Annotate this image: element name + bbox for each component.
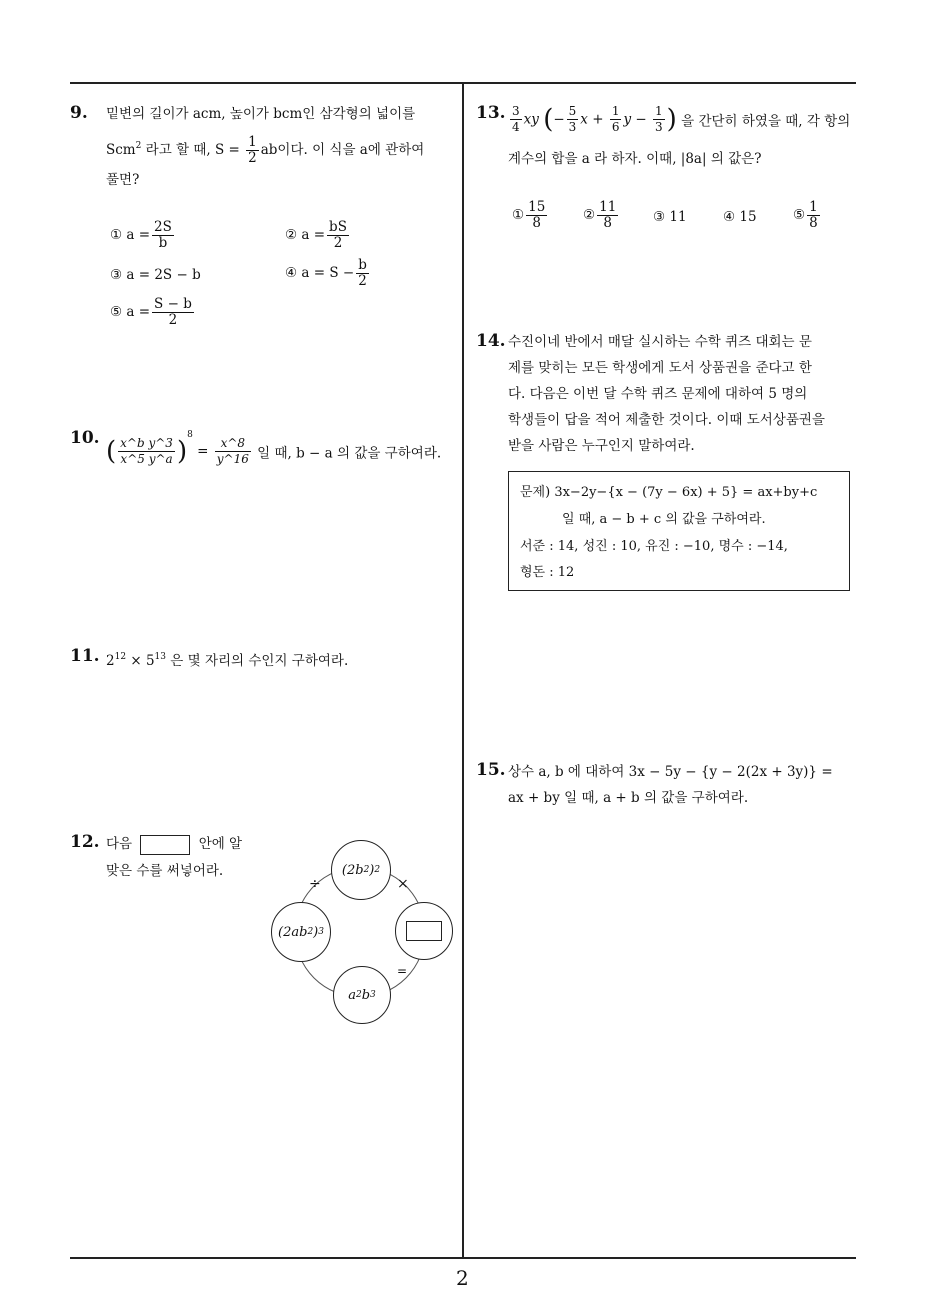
q14-line1: 수진이네 반에서 매달 실시하는 수학 퀴즈 대회는 문 xyxy=(508,334,812,350)
q11-number: 11. xyxy=(70,646,100,666)
q11-text: $2^{12} \times 5^{13}$ 은 몇 자리의 수인지 구하여라. xyxy=(106,652,349,669)
bottom-rule xyxy=(70,1257,856,1259)
op-multiply: × xyxy=(397,876,409,892)
q9-squared: 2 xyxy=(135,141,142,151)
q9-half: $\frac{1}{2}$ xyxy=(248,134,257,166)
q14-number: 14. xyxy=(476,331,506,351)
q10-rhs-den: y^16 xyxy=(216,452,249,466)
q14-line3: 다. 다음은 이번 달 수학 퀴즈 문제에 대하여 5 명의 xyxy=(508,386,808,402)
answer-blank[interactable] xyxy=(140,835,190,855)
q9-line2-b: 라고 할 때, S = xyxy=(141,142,245,158)
q14-line5: 받을 사람은 누구인지 말하여라. xyxy=(508,438,695,454)
q12-number: 12. xyxy=(70,832,100,852)
q13-choice-5[interactable]: ⑤ $\frac{1}{8}$ xyxy=(793,199,818,231)
circle-top: (2b 2 ) 2 xyxy=(331,840,391,900)
circle-left: (2ab 2 ) 3 xyxy=(271,902,331,962)
circle-right xyxy=(395,902,453,960)
q13-number: 13. xyxy=(476,103,506,123)
circle-bottom: a 2 b 3 xyxy=(333,966,391,1024)
q13-choice-4[interactable]: ④ 15 xyxy=(723,209,757,225)
q13-expression: $\frac{3}{4}$ xy (− $\frac{5}{3}$ x + $\frac{1}{6}$ y − $\frac{1}{3}$ ) 을 간단히 하였을 때, 각 항의 xyxy=(512,104,851,135)
q10-number: 10. xyxy=(70,428,100,448)
q9-choice-3[interactable]: ③ a = 2S − b xyxy=(110,267,201,283)
q13-choice-1[interactable]: ① $\frac{15}{8}$ xyxy=(512,199,546,231)
q14-box-line2: 일 때, a − b + c 의 값을 구하여라. xyxy=(562,512,766,527)
q9-line2-a: Scm xyxy=(106,142,136,158)
q13-line2: 계수의 합을 a 라 하자. 이때, |8a| 의 값은? xyxy=(508,151,762,167)
q9-line2 xyxy=(106,133,424,166)
q13-choice-2[interactable]: ② $\frac{11}{8}$ xyxy=(583,199,617,231)
q9-number: 9. xyxy=(70,103,88,123)
q10-rhs-num: x^8 xyxy=(215,436,251,452)
q14-line4: 학생들이 답을 적어 제출한 것이다. 이때 도서상품권을 xyxy=(508,412,825,428)
q14-box-line1: 문제) 3x−2y−{x − (7y − 6x) + 5} = ax+by+c xyxy=(520,485,818,500)
op-divide: ÷ xyxy=(309,876,321,892)
page-number: 2 xyxy=(456,1266,469,1290)
q12-line2: 맞은 수를 써넣어라. xyxy=(106,863,224,879)
q10-tail: 일 때, b − a 의 값을 구하여라. xyxy=(257,445,442,462)
q9-choice-4[interactable]: ④ a = S − $\frac{b}{2}$ xyxy=(285,257,367,289)
q9-line3: 풀면? xyxy=(106,172,140,188)
q9-choice-2[interactable]: ② a = $\frac{bS}{2}$ xyxy=(285,219,347,251)
op-equals: = xyxy=(397,964,408,978)
q12-line1: 다음 안에 알 xyxy=(106,831,242,857)
q10-expression: ( $\frac{\text{x\textasciicircum{}b y\textasciicircum{}3}}{x\^{}5 y\^{}a}$ )$^8$ = $\frac{x\^{}8}{y\^{}16}$ 일 때, b − a 의 값을 구하여라. xyxy=(106,430,442,467)
q15-number: 15. xyxy=(476,760,506,780)
q10-lhs-num: x^b y^3 xyxy=(120,436,173,450)
diagram-blank[interactable] xyxy=(406,921,442,941)
q15-line2: ax + by 일 때, a + b 의 값을 구하여라. xyxy=(508,790,749,806)
q14-box-line3: 서준 : 14, 성진 : 10, 유진 : −10, 명수 : −14, xyxy=(520,539,788,554)
q13-choice-3[interactable]: ③ 11 xyxy=(653,209,687,225)
q10-lhs-den: x^5 y^a xyxy=(120,452,173,466)
q9-line1: 밑변의 길이가 acm, 높이가 bcm인 삼각형의 넓이를 xyxy=(106,106,416,122)
q14-box-line4: 형돈 : 12 xyxy=(520,565,575,580)
q9-choice-1[interactable]: ① a = $\frac{2S}{b}$ xyxy=(110,219,172,251)
q13-tail: 을 간단히 하였을 때, 각 항의 xyxy=(681,113,851,130)
q9-choice-5[interactable]: ⑤ a = $\frac{S - b}{2}$ xyxy=(110,296,192,328)
column-divider xyxy=(462,82,464,1258)
q9-line2-c: ab이다. 이 식을 a에 관하여 xyxy=(260,142,425,158)
q15-line1: 상수 a, b 에 대하여 3x − 5y − {y − 2(2x + 3y)} = xyxy=(508,764,833,780)
q14-line2: 제를 맞히는 모든 학생에게 도서 상품권을 준다고 한 xyxy=(508,360,812,376)
